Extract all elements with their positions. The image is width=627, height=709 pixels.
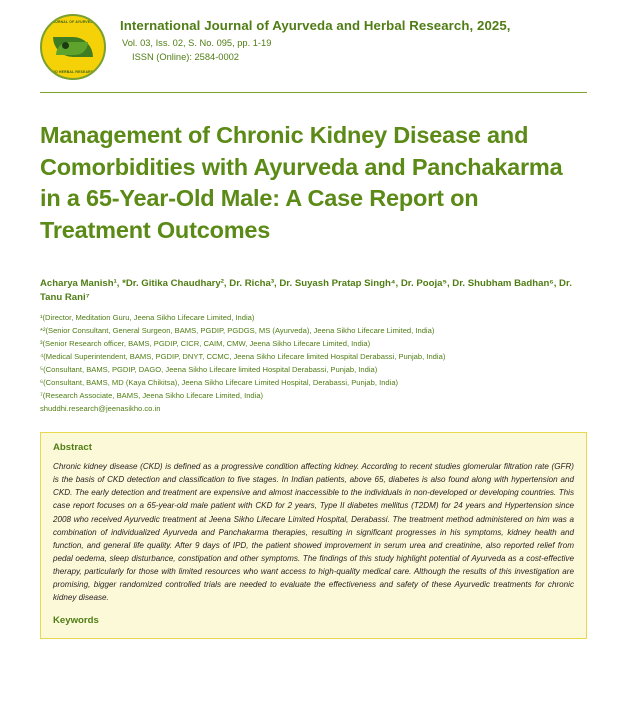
seed-dot-icon [62, 42, 69, 49]
logo-ring-text-bottom: AND HERBAL RESEARCH [49, 70, 97, 74]
affiliation-item: ⁷(Research Associate, BAMS, Jeena Sikho Lifecare Limited, India) [40, 390, 264, 400]
affiliation-item: ⁵(Consultant, BAMS, PGDIP, DAGO, Jeena Sikho Lifecare limited Hospital Derabassi, Punjab, India) [40, 364, 378, 374]
affiliation-item: ⁴(Medical Superintendent, BAMS, PGDIP, DNYT, CCMC, Jeena Sikho Lifecare limited Hospital Derabassi, Punjab, India) [40, 351, 446, 361]
journal-title: International Journal of Ayurveda and Herbal Research, 2025, [120, 18, 511, 33]
abstract-text: Chronic kidney disease (CKD) is defined as a progressive condition affecting kidney. According to recent studies glomerular filtration rate (GFR) is the basis of CKD detection and classification to five stages. In Indian patients, above 65, diabetes is also found along with hypertension and CKD. The early detection and treatment are expensive and almost inaccessible to the individuals in non-developed or developing countries. This case report focuses on a 65-year-old male patient with CKD for 2 years, Type II diabetes mellitus (T2DM) for 24 years and Hypertension since 2008 who received Ayurvedic treatment at Jeena Sikho Lifecare Limited Hospital, Derabassi. The treatment method administered on him was a combination of individualized Ayurveda and Panchakarma therapies, resulting in significant progresses in his symptoms, kidney health and function, and general life quality. After 9 days of IPD, the patient showed improvement in serum urea and creatinine, also reported relief from pedal oedema, sleep disturbance, constipation and other symptoms. The findings of this study highlight potential of Ayurveda as a cost-effective therapy, particularly for those with limited resources who want access to high-quality medical care. Although the results of this investigation are promising, bigger randomized controlled trials are needed to evaluate the effectiveness and safety of these Ayurvedic treatments for chronic kidney disease. [53, 462, 574, 603]
affiliation-item: ⁶(Consultant, BAMS, MD (Kaya Chikitsa), Jeena Sikho Lifecare Limited Hospital, Derabassi, Punjab, India) [40, 377, 399, 387]
affiliation-item: ³(Senior Research officer, BAMS, PGDIP, CICR, CAIM, CMW, Jeena Sikho Lifecare Limited, India) [40, 338, 371, 348]
journal-issue-line: Vol. 03, Iss. 02, S. No. 095, pp. 1-19 [122, 37, 272, 48]
affiliation-list [40, 311, 587, 415]
masthead [40, 0, 587, 88]
abstract-heading: Abstract [53, 442, 92, 454]
journal-logo [40, 14, 106, 80]
abstract-section [40, 432, 587, 639]
masthead-text [106, 14, 511, 62]
keywords-heading: Keywords [53, 615, 99, 627]
corresponding-email[interactable]: shuddhi.research@jeenasikho.co.in [40, 404, 161, 414]
author-list: Acharya Manish¹, *Dr. Gitika Chaudhary², Dr. Richa³, Dr. Suyash Pratap Singh⁴, Dr. Pooja⁵, Dr. Shubham Badhan⁶, Dr. Tanu Rani⁷ [40, 277, 572, 303]
affiliation-item: ¹(Director, Meditation Guru, Jeena Sikho Lifecare Limited, India) [40, 312, 255, 322]
journal-issn-line: ISSN (Online): 2584-0002 [132, 51, 239, 62]
logo-ring-text-top: JOURNAL OF AYURVEDA [50, 20, 96, 24]
affiliation-item: *²(Senior Consultant, General Surgeon, BAMS, PGDIP, PGDGS, MS (Ayurveda), Jeena Sikho Lifecare Limited, India) [40, 325, 435, 335]
masthead-divider [40, 92, 587, 93]
page-title: Management of Chronic Kidney Disease and Comorbidities with Ayurveda and Panchakarma in a 65-Year-Old Male: A Case Report on Treatment Outcomes [40, 122, 563, 244]
